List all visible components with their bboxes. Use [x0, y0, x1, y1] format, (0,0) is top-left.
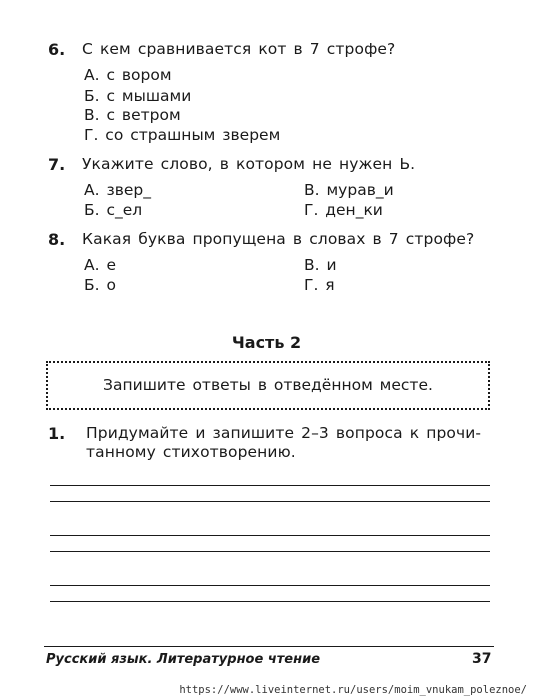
- question-8-option-c: В. и: [304, 256, 337, 274]
- question-6-text: С кем сравнивается кот в 7 строфе?: [82, 40, 396, 58]
- question-7-option-d: Г. ден_ки: [304, 201, 383, 219]
- question-6-option-b: Б. с мышами: [84, 87, 192, 105]
- task-1-text-line-2: танному стихотворению.: [86, 443, 296, 461]
- answer-line[interactable]: [50, 485, 490, 486]
- part-2-title: Часть 2: [231, 333, 302, 352]
- question-6-number: 6.: [48, 40, 66, 59]
- answer-line[interactable]: [50, 601, 490, 602]
- question-7-text: Укажите слово, в котором не нужен Ь.: [82, 155, 416, 173]
- instruction-box: [46, 361, 490, 410]
- answer-line[interactable]: [50, 585, 490, 586]
- question-6-option-c: В. с ветром: [84, 106, 181, 124]
- answer-line[interactable]: [50, 551, 490, 552]
- question-7-option-c: В. мурав_и: [304, 181, 394, 199]
- answer-line[interactable]: [50, 501, 490, 502]
- question-6-option-d: Г. со страшным зверем: [84, 126, 281, 144]
- footer-rule: [44, 646, 494, 647]
- question-8-option-b: Б. о: [84, 276, 116, 294]
- instruction-text: Запишите ответы в отведённом месте.: [103, 376, 433, 394]
- question-8-option-a: А. е: [84, 256, 116, 274]
- watermark-url: https://www.liveinternet.ru/users/moim_vnukam_poleznoe/: [179, 684, 527, 696]
- page-number: 37: [472, 651, 492, 667]
- task-1-number: 1.: [48, 424, 66, 443]
- question-7-number: 7.: [48, 155, 66, 174]
- question-6-option-a: А. с вором: [84, 66, 172, 84]
- answer-line[interactable]: [50, 535, 490, 536]
- footer-book-title: Русский язык. Литературное чтение: [46, 652, 321, 667]
- question-7-option-a: А. звер_: [84, 181, 151, 199]
- question-7-option-b: Б. с_ел: [84, 201, 143, 219]
- question-8-number: 8.: [48, 230, 66, 249]
- question-8-option-d: Г. я: [304, 276, 335, 294]
- question-8-text: Какая буква пропущена в словах в 7 строфе?: [82, 230, 475, 248]
- task-1-text-line-1: Придумайте и запишите 2–3 вопроса к прочи-: [86, 424, 482, 442]
